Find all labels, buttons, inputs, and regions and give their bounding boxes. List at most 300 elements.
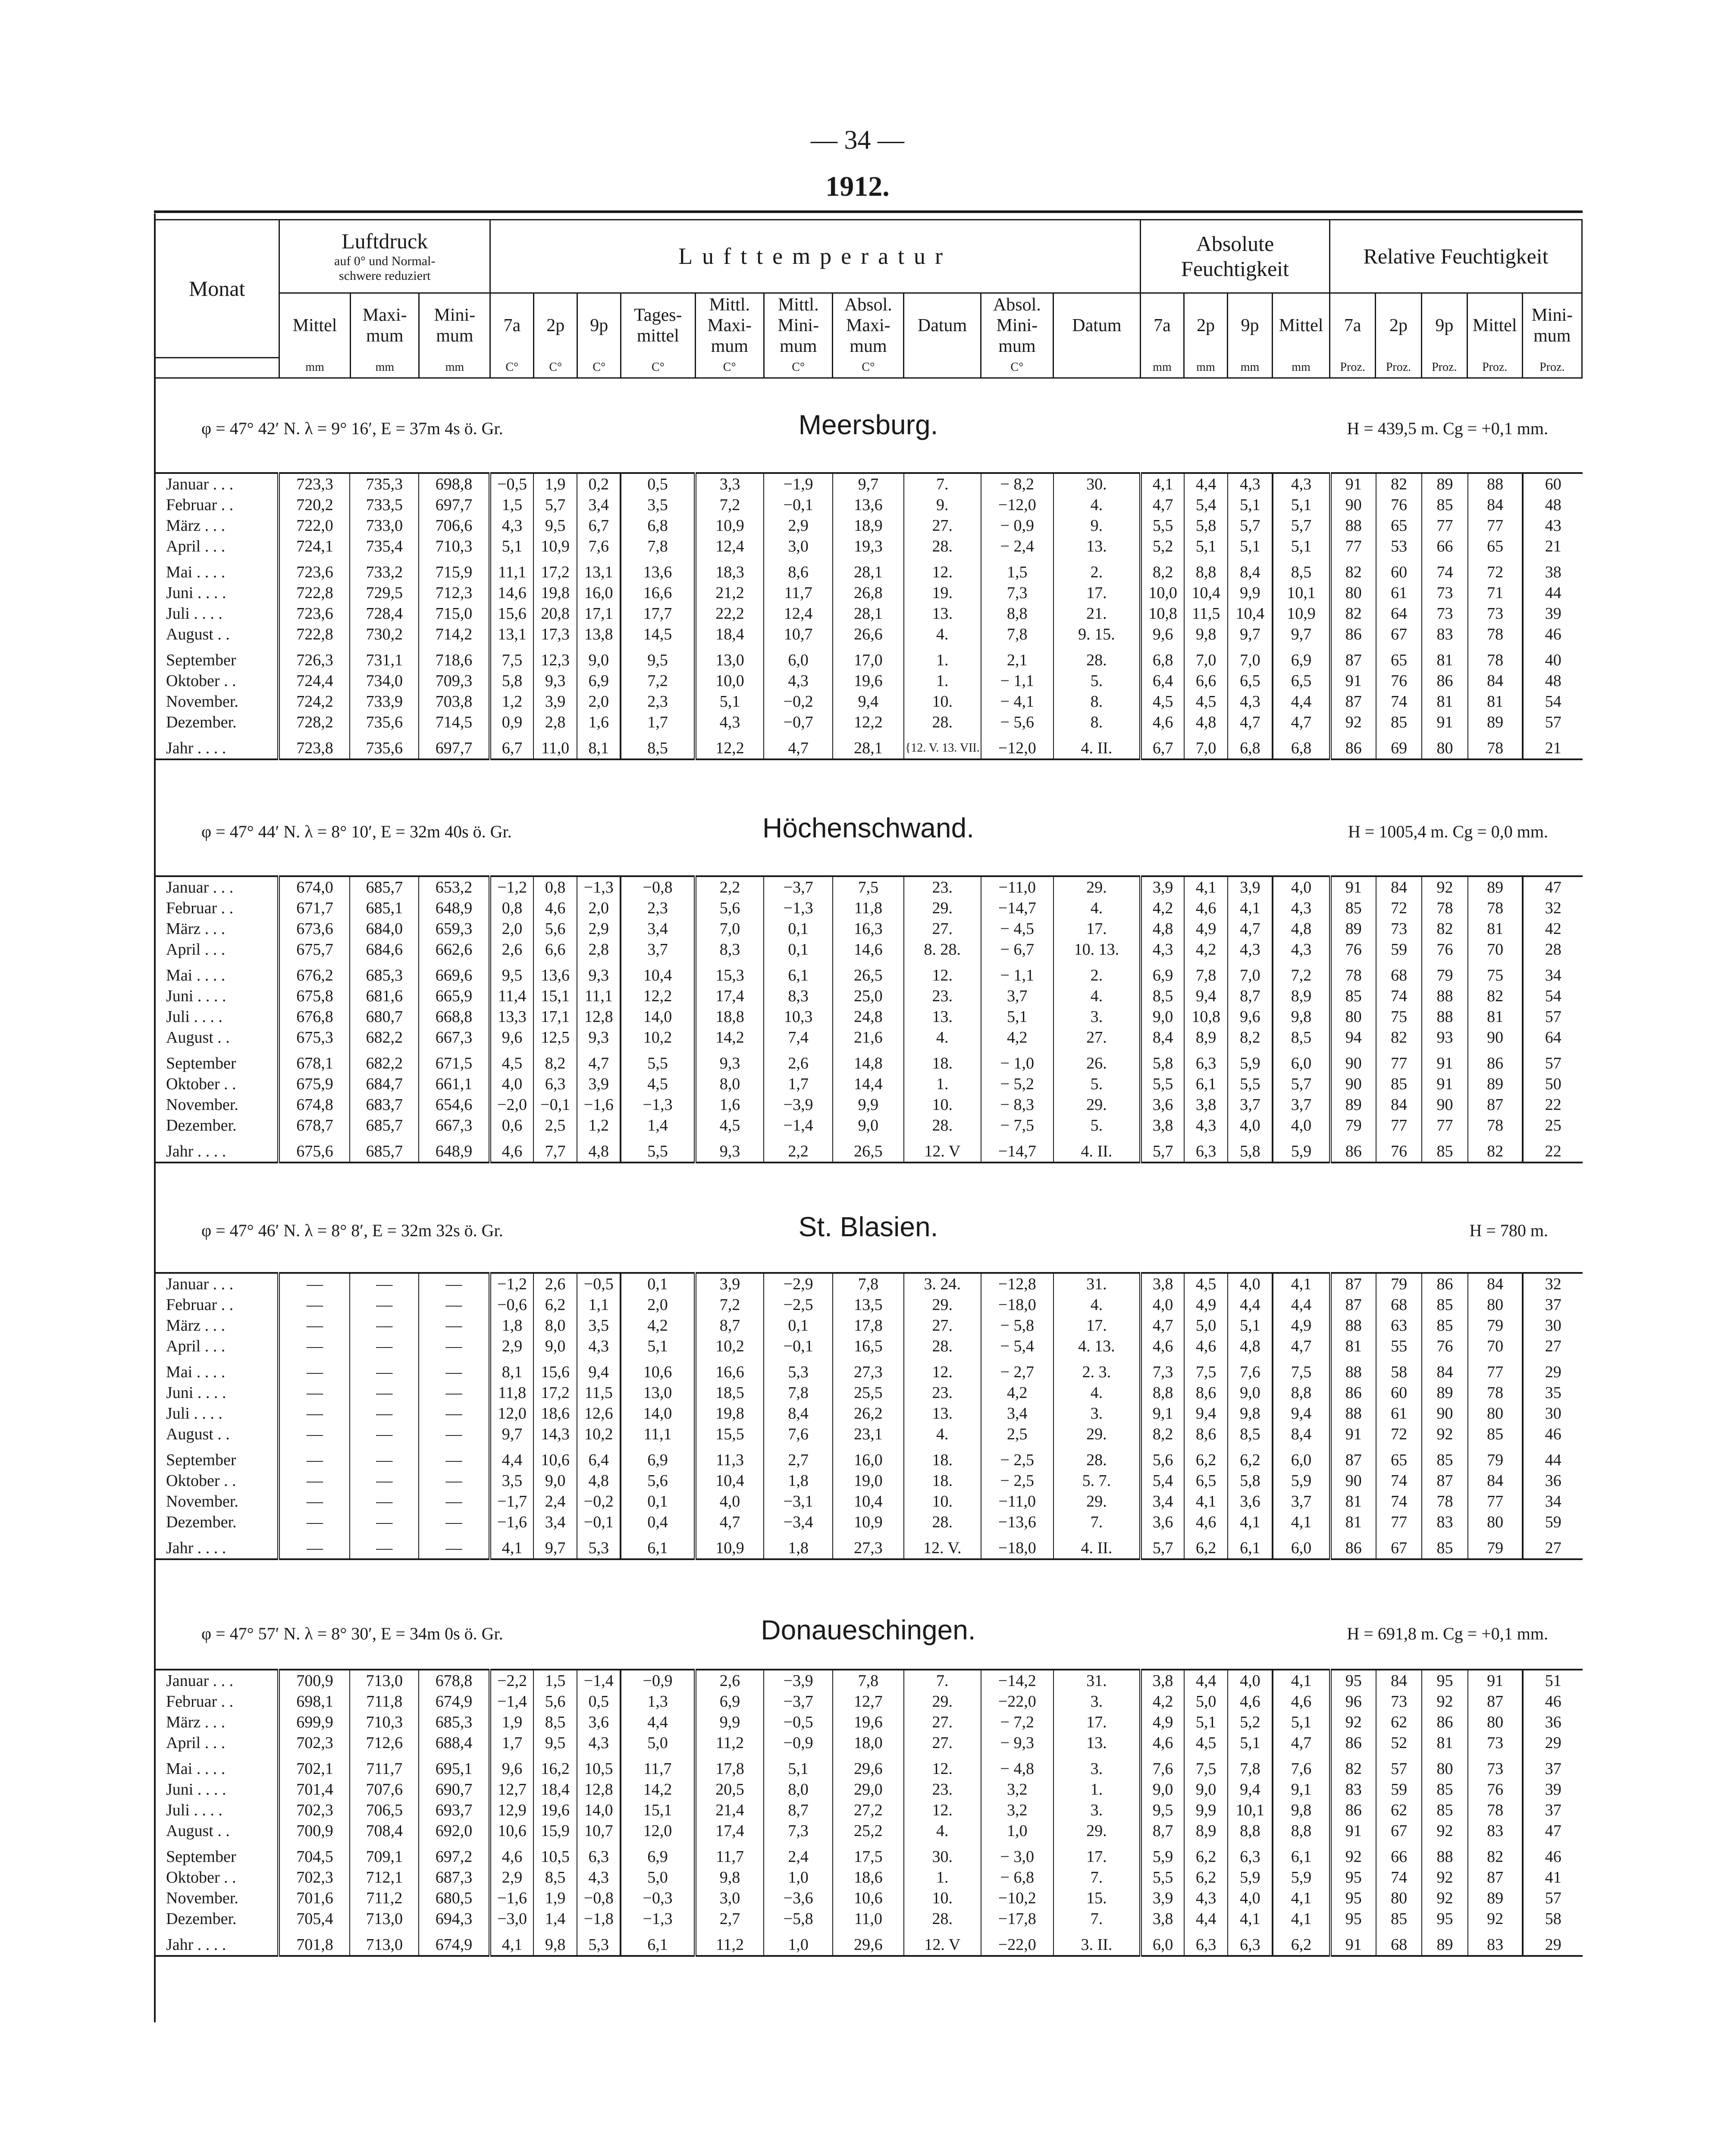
- table-cell: 18,3: [695, 562, 764, 583]
- table-row: [154, 1779, 1583, 1800]
- table-cell: 80: [1330, 583, 1376, 603]
- table-cell: 76: [1422, 939, 1467, 960]
- unit-label: [904, 358, 981, 378]
- table-cell: 4,5: [695, 1115, 764, 1136]
- table-cell: —: [419, 1538, 490, 1559]
- table-cell: 15,3: [695, 965, 764, 986]
- table-cell: 85: [1422, 1450, 1467, 1470]
- table-cell: 5,0: [621, 1867, 695, 1888]
- table-row: [154, 1691, 1583, 1712]
- month-label: April . . .: [166, 940, 226, 959]
- table-cell: 57: [1523, 1053, 1583, 1074]
- table-cell: 4. II.: [1053, 738, 1141, 759]
- table-cell: −2,9: [764, 1273, 833, 1294]
- table-cell: 735,3: [350, 473, 419, 495]
- table-cell: 5,1: [1228, 1733, 1273, 1753]
- table-cell: 8,7: [1228, 986, 1273, 1006]
- table-cell: −2,5: [764, 1294, 833, 1315]
- table-cell: 10.: [904, 1491, 981, 1512]
- table-cell: 87: [1468, 1867, 1523, 1888]
- table-cell: 9,4: [1273, 1403, 1330, 1424]
- table-cell: 0,1: [621, 1273, 695, 1294]
- table-cell: −11,0: [981, 1491, 1053, 1512]
- table-cell: 669,6: [419, 965, 490, 986]
- table-cell: —: [279, 1470, 350, 1491]
- table-cell: 5,8: [1184, 515, 1228, 536]
- table-cell: 27.: [904, 1315, 981, 1336]
- table-cell: − 0,9: [981, 515, 1053, 536]
- table-cell: 671,5: [419, 1053, 490, 1074]
- table-cell: 4,0: [1228, 1273, 1273, 1294]
- unit-label: C°: [621, 358, 695, 378]
- table-cell: 3,9: [1228, 876, 1273, 898]
- col-header: 9p: [1227, 293, 1272, 358]
- table-cell: 4. 13.: [1053, 1336, 1141, 1357]
- table-row: [154, 1908, 1583, 1929]
- table-cell: 16,0: [577, 583, 621, 603]
- table-row: [154, 1800, 1583, 1821]
- table-cell: 86: [1330, 1733, 1376, 1753]
- table-cell: 9,5: [621, 650, 695, 671]
- table-cell: 6,8: [1141, 650, 1184, 671]
- table-cell: − 5,6: [981, 712, 1053, 733]
- table-cell: 91: [1330, 1821, 1376, 1841]
- table-row: [154, 1450, 1583, 1470]
- table-cell: 9,1: [1273, 1779, 1330, 1800]
- table-cell: 92: [1468, 1908, 1523, 1929]
- table-cell: 84: [1468, 671, 1523, 691]
- unit-label: C°: [833, 358, 904, 378]
- table-cell: 80: [1376, 1888, 1422, 1908]
- col-header: Absol. Mini-mum: [981, 293, 1053, 358]
- table-cell: 13,0: [695, 650, 764, 671]
- table-cell: 48: [1523, 495, 1583, 515]
- col-header: Mittel: [279, 293, 351, 358]
- table-cell: 52: [1376, 1733, 1422, 1753]
- table-cell: 67: [1376, 624, 1422, 645]
- table-cell: 10,9: [1273, 603, 1330, 624]
- table-cell: 91: [1422, 712, 1467, 733]
- table-cell: —: [350, 1315, 419, 1336]
- table-cell: 4,6: [490, 1141, 533, 1163]
- table-cell: 6,2: [533, 1294, 577, 1315]
- table-cell: 73: [1376, 918, 1422, 939]
- table-cell: 2,2: [695, 876, 764, 898]
- header-lufttemperatur: Lufttemperatur: [490, 220, 1141, 293]
- table-cell: 4,1: [1184, 876, 1228, 898]
- table-cell: 91: [1330, 876, 1376, 898]
- table-cell: 81: [1468, 1006, 1523, 1027]
- table-cell: 87: [1330, 1450, 1376, 1470]
- table-cell: 8,1: [490, 1362, 533, 1382]
- table-cell: 7.: [1053, 1512, 1141, 1532]
- table-cell: —: [279, 1294, 350, 1315]
- table-cell: 4,3: [1141, 939, 1184, 960]
- table-cell: 5,6: [533, 918, 577, 939]
- top-rule: [154, 210, 1583, 213]
- table-cell: 681,6: [350, 986, 419, 1006]
- table-cell: —: [279, 1424, 350, 1445]
- table-cell: 12. V: [904, 1934, 981, 1956]
- month-label: Juli . . . .: [166, 1404, 223, 1423]
- table-cell: 85: [1376, 712, 1422, 733]
- table-cell: 66: [1422, 536, 1467, 557]
- table-cell: 14,5: [621, 624, 695, 645]
- table-cell: 723,8: [279, 738, 350, 759]
- month-label: September: [166, 1848, 236, 1866]
- table-cell: 82: [1468, 986, 1523, 1006]
- table-cell: 6,9: [621, 1846, 695, 1867]
- table-cell: 85: [1468, 1424, 1523, 1445]
- table-cell: 7,6: [577, 536, 621, 557]
- table-cell: −0,5: [577, 1273, 621, 1294]
- table-cell: 76: [1376, 671, 1422, 691]
- table-cell: 4,7: [1141, 1315, 1184, 1336]
- table-cell: 73: [1468, 1758, 1523, 1779]
- table-cell: 86: [1330, 1538, 1376, 1559]
- table-cell: 729,5: [350, 583, 419, 603]
- table-cell: 86: [1330, 624, 1376, 645]
- table-row: [154, 1712, 1583, 1733]
- table-cell: 715,9: [419, 562, 490, 583]
- table-cell: —: [279, 1362, 350, 1382]
- table-cell: 0,5: [577, 1691, 621, 1712]
- table-cell: 5.: [1053, 671, 1141, 691]
- station-header: [154, 1606, 1583, 1654]
- table-cell: —: [419, 1315, 490, 1336]
- month-label: Oktober . .: [166, 1868, 236, 1887]
- table-cell: 84: [1422, 1362, 1467, 1382]
- table-cell: 5,9: [1273, 1470, 1330, 1491]
- table-row: [154, 918, 1583, 939]
- table-cell: 6,0: [1273, 1053, 1330, 1074]
- table-cell: 5,1: [1228, 1315, 1273, 1336]
- table-cell: 9,0: [1228, 1382, 1273, 1403]
- table-cell: 0,1: [621, 1491, 695, 1512]
- table-cell: 77: [1376, 1115, 1422, 1136]
- table-cell: 78: [1468, 898, 1523, 918]
- table-cell: 5,1: [621, 1336, 695, 1357]
- table-cell: 11,5: [577, 1382, 621, 1403]
- table-cell: 4,4: [1273, 1294, 1330, 1315]
- table-cell: 11,7: [764, 583, 833, 603]
- table-cell: 3.: [1053, 1403, 1141, 1424]
- table-cell: 4.: [1053, 1294, 1141, 1315]
- table-cell: 29.: [1053, 1424, 1141, 1445]
- table-cell: 7,8: [833, 1670, 904, 1691]
- table-cell: −0,2: [577, 1491, 621, 1512]
- table-cell: 4.: [904, 1424, 981, 1445]
- table-cell: − 2,5: [981, 1470, 1053, 1491]
- table-cell: 15,5: [695, 1424, 764, 1445]
- table-cell: 6,8: [621, 515, 695, 536]
- table-cell: 712,1: [350, 1867, 419, 1888]
- table-cell: 662,6: [419, 939, 490, 960]
- column-header-table: [154, 219, 1583, 379]
- table-cell: 13,6: [833, 495, 904, 515]
- table-cell: 7,8: [1228, 1758, 1273, 1779]
- table-cell: 7,0: [1228, 650, 1273, 671]
- table-cell: 3,3: [695, 473, 764, 495]
- table-cell: −0,9: [764, 1733, 833, 1753]
- table-cell: 6,1: [621, 1934, 695, 1956]
- table-cell: 35: [1523, 1382, 1583, 1403]
- table-cell: 23.: [904, 986, 981, 1006]
- table-cell: 2.: [1053, 562, 1141, 583]
- table-cell: 12.: [904, 1758, 981, 1779]
- table-cell: 676,8: [279, 1006, 350, 1027]
- table-cell: 18.: [904, 1470, 981, 1491]
- table-cell: —: [350, 1382, 419, 1403]
- table-cell: 4,3: [490, 515, 533, 536]
- table-cell: 82: [1468, 1141, 1523, 1163]
- table-cell: 8,5: [621, 738, 695, 759]
- table-cell: 9,7: [1273, 624, 1330, 645]
- table-cell: 675,8: [279, 986, 350, 1006]
- table-cell: 8,8: [1228, 1821, 1273, 1841]
- table-cell: 10.: [904, 691, 981, 712]
- table-cell: 0,1: [764, 1315, 833, 1336]
- table-cell: 1,2: [577, 1115, 621, 1136]
- month-label: November.: [166, 1492, 238, 1510]
- table-cell: 7,5: [1184, 1362, 1228, 1382]
- table-cell: 8. 28.: [904, 939, 981, 960]
- table-cell: 6,5: [1228, 671, 1273, 691]
- table-cell: 1,4: [621, 1115, 695, 1136]
- table-cell: 4.: [904, 1821, 981, 1841]
- table-cell: 16,6: [695, 1362, 764, 1382]
- table-cell: 46: [1523, 1846, 1583, 1867]
- table-cell: 6,3: [1184, 1141, 1228, 1163]
- month-label: September: [166, 651, 236, 669]
- unit-label: C°: [695, 358, 764, 378]
- month-label: August . .: [166, 1425, 230, 1443]
- table-cell: 4,7: [1228, 918, 1273, 939]
- table-cell: 29.: [904, 1294, 981, 1315]
- table-cell: 693,7: [419, 1800, 490, 1821]
- table-cell: 8,4: [1228, 562, 1273, 583]
- table-cell: —: [279, 1315, 350, 1336]
- table-cell: −1,2: [490, 876, 533, 898]
- table-cell: 59: [1376, 1779, 1422, 1800]
- table-cell: 21: [1523, 536, 1583, 557]
- table-cell: 648,9: [419, 898, 490, 918]
- header-luftdruck-note1: auf 0° und Normal-: [334, 254, 436, 268]
- table-cell: 4,4: [1228, 1294, 1273, 1315]
- table-cell: −14,2: [981, 1670, 1053, 1691]
- table-cell: 29,0: [833, 1779, 904, 1800]
- table-cell: 9,8: [1228, 1403, 1273, 1424]
- table-cell: 26,5: [833, 1141, 904, 1163]
- table-cell: 5,6: [1141, 1450, 1184, 1470]
- table-cell: −2,2: [490, 1670, 533, 1691]
- table-cell: 13,0: [621, 1382, 695, 1403]
- table-cell: 27: [1523, 1538, 1583, 1559]
- table-cell: 80: [1468, 1712, 1523, 1733]
- month-label: Dezember.: [166, 1513, 237, 1531]
- table-cell: − 7,5: [981, 1115, 1053, 1136]
- table-cell: 9,1: [1141, 1403, 1184, 1424]
- table-cell: 13.: [904, 1006, 981, 1027]
- table-cell: 22,2: [695, 603, 764, 624]
- table-cell: 5,3: [577, 1934, 621, 1956]
- table-cell: 4,1: [1273, 1908, 1330, 1929]
- table-cell: 68: [1376, 1934, 1422, 1956]
- table-cell: 5,1: [1273, 495, 1330, 515]
- table-cell: −0,3: [621, 1888, 695, 1908]
- table-cell: 19,8: [695, 1403, 764, 1424]
- unit-label: [1053, 358, 1140, 378]
- table-row: [154, 1470, 1583, 1491]
- table-cell: − 9,3: [981, 1733, 1053, 1753]
- table-cell: 4,7: [695, 1512, 764, 1532]
- table-cell: 90: [1330, 495, 1376, 515]
- table-cell: 87: [1468, 1094, 1523, 1115]
- table-cell: 96: [1330, 1691, 1376, 1712]
- station-data-table: [154, 472, 1583, 760]
- table-cell: 81: [1468, 691, 1523, 712]
- month-label: Juli . . . .: [166, 1008, 223, 1026]
- table-cell: 84: [1376, 876, 1422, 898]
- table-cell: 7,3: [764, 1821, 833, 1841]
- table-cell: 41: [1523, 1867, 1583, 1888]
- table-cell: 4,9: [1273, 1315, 1330, 1336]
- table-cell: 82: [1376, 1027, 1422, 1048]
- table-cell: 704,5: [279, 1846, 350, 1867]
- table-cell: 7,0: [1228, 965, 1273, 986]
- table-cell: 4,8: [577, 1141, 621, 1163]
- table-cell: 11,1: [490, 562, 533, 583]
- table-cell: 4. II.: [1053, 1141, 1141, 1163]
- table-cell: 65: [1376, 1450, 1422, 1470]
- table-row: [154, 515, 1583, 536]
- table-cell: 19,6: [833, 1712, 904, 1733]
- header-monat: Monat: [155, 220, 279, 358]
- table-cell: 74: [1376, 1470, 1422, 1491]
- table-cell: 47: [1523, 876, 1583, 898]
- table-cell: 95: [1330, 1867, 1376, 1888]
- table-cell: 26.: [1053, 1053, 1141, 1074]
- table-cell: 89: [1330, 1094, 1376, 1115]
- table-cell: 7.: [904, 473, 981, 495]
- table-cell: 4,4: [490, 1450, 533, 1470]
- table-cell: 682,2: [350, 1053, 419, 1074]
- unit-label: C°: [490, 358, 534, 378]
- year-heading: 1912.: [825, 171, 890, 202]
- table-cell: 9,3: [577, 965, 621, 986]
- table-cell: 9,5: [533, 1733, 577, 1753]
- table-cell: 671,7: [279, 898, 350, 918]
- table-cell: 9,0: [533, 1470, 577, 1491]
- table-row: [154, 583, 1583, 603]
- table-cell: 30.: [904, 1846, 981, 1867]
- table-row: [154, 1315, 1583, 1336]
- table-cell: 0,9: [490, 712, 533, 733]
- table-cell: 697,7: [419, 495, 490, 515]
- table-cell: 6,2: [1184, 1450, 1228, 1470]
- month-label: November.: [166, 693, 238, 711]
- table-cell: 4,7: [1228, 712, 1273, 733]
- table-cell: 2,4: [533, 1491, 577, 1512]
- table-cell: 2,5: [533, 1115, 577, 1136]
- table-cell: 8,4: [1273, 1424, 1330, 1445]
- col-header: 7a: [1330, 293, 1376, 358]
- month-label: Februar . .: [166, 899, 234, 917]
- table-cell: 2,6: [695, 1670, 764, 1691]
- table-cell: —: [419, 1382, 490, 1403]
- table-cell: 86: [1330, 738, 1376, 759]
- table-cell: − 2,5: [981, 1450, 1053, 1470]
- month-label: Mai . . . .: [166, 1363, 226, 1381]
- table-cell: 724,4: [279, 671, 350, 691]
- table-row: [154, 1846, 1583, 1867]
- month-label: April . . .: [166, 537, 226, 555]
- table-cell: 91: [1330, 671, 1376, 691]
- table-cell: 654,6: [419, 1094, 490, 1115]
- table-cell: − 5,4: [981, 1336, 1053, 1357]
- month-label: Oktober . .: [166, 1472, 236, 1490]
- table-cell: 4,1: [1273, 1273, 1330, 1294]
- table-cell: 81: [1330, 1336, 1376, 1357]
- station-name: Höchenschwand.: [762, 812, 974, 843]
- table-cell: 5,9: [1141, 1846, 1184, 1867]
- table-cell: 10,9: [695, 515, 764, 536]
- table-cell: 1,7: [490, 1733, 533, 1753]
- table-row: [154, 495, 1583, 515]
- month-label: März . . .: [166, 1713, 226, 1731]
- table-cell: 14,2: [621, 1779, 695, 1800]
- table-cell: 6,1: [764, 965, 833, 986]
- table-cell: 1,0: [764, 1867, 833, 1888]
- table-cell: 8,0: [533, 1315, 577, 1336]
- table-cell: 68: [1376, 1294, 1422, 1315]
- table-cell: 78: [1468, 1115, 1523, 1136]
- table-cell: −1,6: [490, 1512, 533, 1532]
- table-row: [154, 1141, 1583, 1163]
- table-cell: 0,5: [621, 473, 695, 495]
- table-cell: 7.: [904, 1670, 981, 1691]
- table-cell: 27.: [904, 515, 981, 536]
- table-cell: —: [279, 1382, 350, 1403]
- table-cell: —: [279, 1512, 350, 1532]
- table-cell: 4,3: [577, 1733, 621, 1753]
- table-cell: 92: [1422, 1691, 1467, 1712]
- table-cell: 10,6: [490, 1821, 533, 1841]
- table-cell: 5,4: [1141, 1470, 1184, 1491]
- table-cell: 6,4: [1141, 671, 1184, 691]
- table-cell: 5,6: [695, 898, 764, 918]
- table-cell: 88: [1422, 1846, 1467, 1867]
- table-cell: 7,5: [1273, 1362, 1330, 1382]
- table-cell: 5,3: [764, 1362, 833, 1382]
- table-cell: 4,9: [1184, 1294, 1228, 1315]
- table-cell: 700,9: [279, 1821, 350, 1841]
- table-cell: 2,0: [577, 691, 621, 712]
- table-cell: − 6,8: [981, 1867, 1053, 1888]
- table-cell: 713,0: [350, 1670, 419, 1691]
- table-cell: − 7,2: [981, 1712, 1053, 1733]
- table-cell: 92: [1330, 1712, 1376, 1733]
- table-cell: 724,1: [279, 536, 350, 557]
- table-row: [154, 1074, 1583, 1094]
- table-cell: 701,6: [279, 1888, 350, 1908]
- table-cell: 80: [1468, 1294, 1523, 1315]
- table-cell: —: [419, 1403, 490, 1424]
- table-cell: 78: [1468, 624, 1523, 645]
- table-cell: 78: [1330, 965, 1376, 986]
- table-cell: 8,7: [764, 1800, 833, 1821]
- table-row: [154, 712, 1583, 733]
